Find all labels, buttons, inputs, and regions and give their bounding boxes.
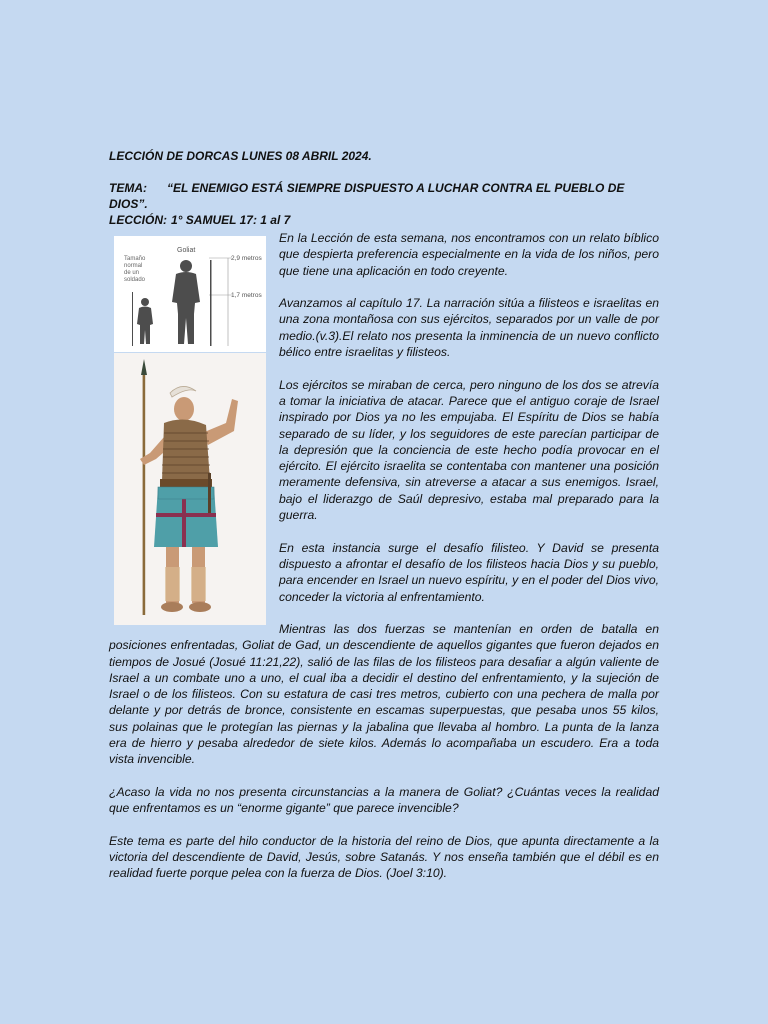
goliath-illustration — [114, 353, 266, 625]
spacer — [109, 164, 659, 180]
soldier-label-2: normal — [124, 263, 143, 269]
height-comparison-figure — [114, 236, 266, 352]
paragraph-1: En la Lección de esta semana, nos encontramos con un relato bíblico que despierta preferencia especialmente en la vida de los niños, pero que tiene una aplicación en todo creyente. — [279, 231, 659, 278]
height-big-label: 2,9 metros — [231, 255, 262, 262]
lesson-line — [109, 212, 659, 228]
theme-text: “EL ENEMIGO ESTÁ SIEMPRE DISPUESTO A LUCHAR CONTRA EL PUEBLO DE DIOS”. — [109, 181, 625, 211]
theme-label: TEMA: — [109, 181, 147, 195]
soldier-label-1: Tamaño — [124, 256, 146, 262]
lesson-date-heading: LECCIÓN DE DORCAS LUNES 08 ABRIL 2024. — [109, 149, 372, 163]
paragraph-5: Mientras las dos fuerzas se mantenían en orden de batalla en posiciones enfrentadas, Goliat de Gad, un descendiente de aquellos gigantes que fueron dejados en tiempos de Josué (Josué 11:21,22), salió de las filas de los filisteos para desafiar a algún valiente de Israel a un combate uno a uno, el cual iba a decidir el destino del enfrentamiento, y la sujeción de Israel o de los filisteos. Con su estatura de casi tres metros, cubierto con una pechera de malla por delante y por detrás de bronce, consistente en escamas superpuestas, que pesaba unos 55 kilos, sus polainas que le protegían las piernas y la jabalina que llevaba al hombro. La punta de la lanza era de hierro y pesaba alrededor de siete kilos. Además lo acompañaba un escudero. Era a toda vista invencible. — [109, 622, 659, 767]
soldier-silhouette-icon — [132, 292, 153, 346]
goliath-figure-label: Goliat — [177, 247, 196, 254]
goliath-silhouette-icon — [172, 260, 212, 346]
paragraph-2: Avanzamos al capítulo 17. La narración sitúa a filisteos e israelitas en una zona montañosa con sus ejércitos, separados por un valle de por medio.(v.3).El relato nos presenta la inminencia de un nuevo conflicto bélico entre israelitas y filisteos. — [279, 296, 659, 360]
lesson-reference: 1° SAMUEL 17: 1 al 7 — [171, 213, 291, 227]
theme-line — [109, 180, 659, 212]
soldier-label-3: de un — [124, 270, 140, 276]
paragraph-6: ¿Acaso la vida no nos presenta circunstancias a la manera de Goliat? ¿Cuántas veces la realidad que enfrentamos es un “enorme gigante” que parece invencible? — [109, 784, 659, 816]
body-full-width — [109, 621, 659, 898]
document-page — [109, 148, 659, 881]
paragraph-7: Este tema es parte del hilo conductor de la historia del reino de Dios, que apunta directamente a la victoria del descendiente de David, Jesús, sobre Satanás. Y nos enseña también que el débil es en realidad fuerte porque pelea con la fuerza de Dios. (Joel 3:10). — [109, 833, 659, 881]
height-small-label: 1,7 metros — [231, 292, 262, 299]
lesson-label: LECCIÓN: — [109, 213, 167, 227]
paragraph-4: En esta instancia surge el desafío filisteo. Y David se presenta dispuesto a afrontar el desafío de los filisteos hacia Dios y su pueblo, para encender en Israel un nuevo espíritu, y en el poder del Dios vivo, conceder la victoria al enfrentamiento. — [279, 540, 659, 604]
intro-column — [279, 230, 659, 621]
soldier-label-4: soldado — [124, 277, 146, 283]
paragraph-3: Los ejércitos se miraban de cerca, pero ninguno de los dos se atrevía a tomar la iniciativa de atacar. Parece que el antiguo coraje de Israel inspirado por Dios ya no les empujaba. El Espíritu de Dios se había separado de su líder, y los seguidores de este parecían participar de la depresión que la conciencia de este hecho podía provocar en el ejército. El ejército israelita se contentaba con mantener una posición meramente defensiva, sin atreverse a atacar a sus enemigos. Israel, bajo el liderazgo de Saúl depresivo, estaba mal preparado para la guerra. — [279, 377, 659, 523]
